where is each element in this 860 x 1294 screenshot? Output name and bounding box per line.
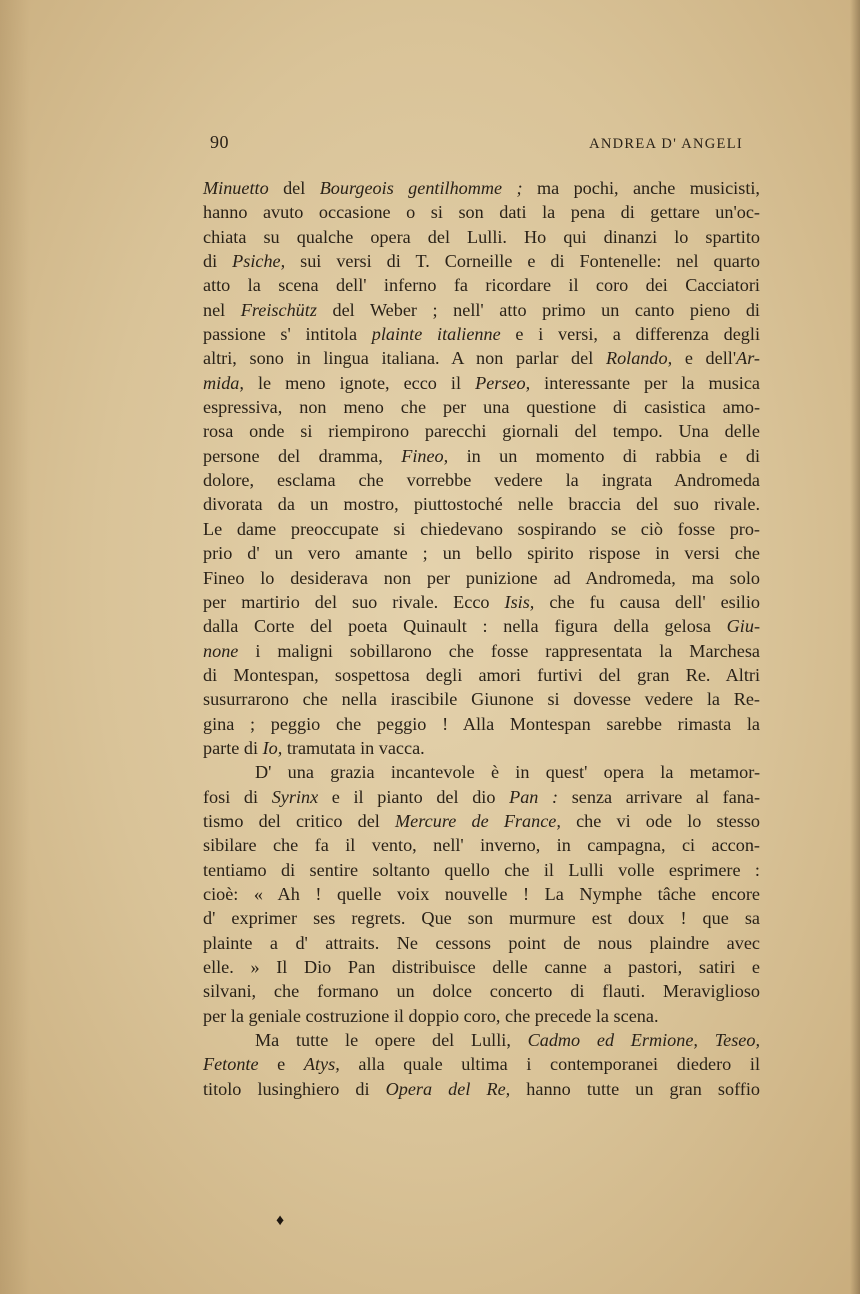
text-line — [203, 785, 760, 809]
text-segment: altri, sono in lingua italiana. A non parlar del — [203, 348, 606, 369]
text-line — [203, 712, 760, 736]
page-number: 90 — [210, 132, 229, 152]
text-segment: cioè: « Ah ! quelle voix nouvelle ! La Nymphe tâche encore — [203, 883, 760, 904]
text-segment: e — [258, 1054, 304, 1075]
text-segment: dalla Corte del poeta Quinault : nella figura della gelosa — [203, 616, 727, 637]
italic-title: Isis, — [504, 591, 535, 612]
text-segment: prio d' un vero amante ; un bello spirito rispose in versi che — [203, 543, 760, 564]
italic-title: Perseo, — [475, 372, 531, 393]
text-segment: elle. » Il Dio Pan distribuisce delle canne a pastori, satiri e — [203, 957, 760, 977]
text-segment: d' exprimer ses regrets. Que son murmure est doux ! que sa — [203, 908, 760, 929]
text-segment: persone del dramma, — [203, 445, 402, 466]
text-line — [203, 371, 760, 395]
text-segment: espressiva, non meno che per una questione di casistica amo- — [203, 397, 760, 418]
printer-mark: ♦ — [276, 1212, 285, 1229]
text-segment: hanno tutte un gran soffio — [510, 1078, 760, 1099]
italic-title: Minuetto — [203, 178, 269, 198]
text-line — [203, 492, 760, 516]
text-line — [203, 833, 760, 857]
text-segment: divorata da un mostro, piuttostoché nelle braccia del suo rivale. — [203, 494, 760, 515]
text-segment: e dell' — [672, 348, 737, 369]
page-left-shading — [0, 0, 30, 1294]
italic-title: Io, — [262, 737, 283, 758]
text-line — [203, 1004, 760, 1028]
text-line — [203, 298, 760, 322]
text-segment: i maligni sobillarono che fosse rappresentata la Marchesa — [238, 640, 760, 661]
italic-title: none — [203, 640, 239, 661]
italic-title: Pan : — [509, 786, 559, 807]
italic-title: Atys, — [303, 1054, 340, 1075]
text-segment: Ma tutte le opere del Lulli, — [255, 1030, 528, 1051]
text-segment: parte di — [203, 737, 263, 758]
text-line — [203, 517, 760, 541]
italic-title: Fineo, — [401, 445, 449, 466]
text-line — [203, 590, 760, 614]
text-line — [203, 614, 760, 638]
text-segment: passione s' intitola — [203, 324, 372, 345]
text-line — [203, 273, 760, 297]
italic-title: Fetonte — [203, 1054, 259, 1075]
text-segment: ma pochi, anche musicisti, — [522, 178, 760, 198]
text-segment: di Montespan, sospettosa degli amori furtivi del gran Re. Altri — [203, 664, 760, 685]
text-segment: atto la scena dell' inferno fa ricordare il coro dei Cacciatori — [203, 275, 760, 296]
text-segment: nel — [203, 299, 241, 320]
text-segment: che fu causa dell' esilio — [534, 591, 760, 612]
text-segment: in un momento di rabbia e di — [448, 445, 761, 466]
italic-title: Bourgeois gentilhomme ; — [319, 178, 523, 198]
italic-title: Mercure de France, — [395, 810, 561, 831]
italic-title: Giu- — [726, 616, 760, 637]
text-segment: del — [268, 178, 320, 198]
text-line — [203, 955, 760, 979]
text-segment: di — [203, 251, 233, 272]
italic-title: mida, — [203, 372, 244, 393]
text-segment: fosi di — [203, 786, 272, 807]
text-segment: tismo del critico del — [203, 810, 396, 831]
text-line — [203, 444, 760, 468]
italic-title: plainte italienne — [371, 324, 501, 345]
text-line — [203, 809, 760, 833]
page-right-edge — [850, 0, 860, 1294]
text-line — [203, 882, 760, 906]
text-segment: chiata su qualche opera del Lulli. Ho qui dinanzi lo spartito — [203, 226, 760, 247]
text-segment: senza arrivare al fana- — [558, 786, 761, 807]
italic-title: Opera del Re, — [385, 1078, 511, 1099]
text-line — [203, 1052, 760, 1076]
text-line — [203, 931, 760, 955]
italic-title: Cadmo ed Ermione, Teseo, — [527, 1030, 761, 1051]
text-segment: Le dame preoccupate si chiedevano sospirando se ciò fosse pro- — [203, 518, 760, 539]
page-header — [210, 132, 743, 162]
text-segment: plainte a d' attraits. Ne cessons point de nous plaindre avec — [203, 932, 760, 953]
text-segment: sibilare che fa il vento, nell' inverno, in campagna, ci accon- — [203, 835, 760, 856]
text-segment: titolo lusinghiero di — [203, 1078, 386, 1099]
text-segment: che vi ode lo stesso — [560, 810, 761, 831]
text-line — [203, 541, 760, 565]
text-line — [203, 858, 760, 882]
text-segment: D' una grazia incantevole è in quest' opera la metamor- — [255, 762, 760, 783]
text-segment: per martirio del suo rivale. Ecco — [203, 591, 505, 612]
text-line — [203, 1028, 760, 1052]
text-segment: sui versi di T. Corneille e di Fontenelle: nel quarto — [285, 251, 760, 272]
text-line — [203, 395, 760, 419]
text-line — [203, 200, 760, 224]
text-segment: tentiamo di sentire soltanto quello che il Lulli volle esprimere : — [203, 859, 760, 880]
text-line — [203, 249, 760, 273]
italic-title: Syrinx — [271, 786, 319, 807]
text-segment: le meno ignote, ecco il — [243, 372, 476, 393]
text-line — [203, 687, 760, 711]
text-line — [203, 468, 760, 492]
text-segment: del Weber ; nell' atto primo un canto pieno di — [316, 299, 760, 320]
text-line — [203, 639, 760, 663]
text-segment: dolore, esclama che vorrebbe vedere la ingrata Andromeda — [203, 470, 760, 491]
text-line — [203, 760, 760, 784]
italic-title: Rolando, — [605, 348, 673, 369]
text-line — [203, 736, 760, 760]
text-segment: e i versi, a differenza degli — [500, 324, 760, 345]
text-line — [203, 566, 760, 590]
text-line — [203, 663, 760, 687]
text-line — [203, 176, 760, 200]
text-segment: Fineo lo desiderava non per punizione ad Andromeda, ma solo — [203, 567, 760, 588]
text-segment: e il pianto del dio — [318, 786, 510, 807]
text-line — [203, 322, 760, 346]
text-segment: silvani, che formano un dolce concerto di flauti. Meraviglioso — [203, 981, 760, 1002]
italic-title: Freischütz — [240, 299, 317, 320]
text-line — [203, 979, 760, 1003]
text-segment: interessante per la musica — [530, 372, 760, 393]
text-segment: per la geniale costruzione il doppio coro, che precede la scena. — [203, 1005, 659, 1026]
italic-title: Psiche, — [232, 251, 286, 272]
italic-title: Ar- — [736, 348, 760, 369]
text-line — [203, 225, 760, 249]
running-head: ANDREA D' ANGELI — [589, 136, 743, 152]
text-line — [203, 419, 760, 443]
text-line — [203, 346, 760, 370]
text-segment: tramutata in vacca. — [282, 737, 425, 758]
text-line — [203, 906, 760, 930]
text-line — [203, 1077, 760, 1101]
body-text — [203, 176, 760, 1101]
text-segment: alla quale ultima i contemporanei diedero il — [339, 1054, 761, 1075]
text-segment: gina ; peggio che peggio ! Alla Montespan sarebbe rimasta la — [203, 713, 760, 734]
text-segment: hanno avuto occasione o si son dati la pena di gettare un'oc- — [203, 202, 760, 223]
text-segment: susurrarono che nella irascibile Giunone si dovesse vedere la Re- — [203, 689, 760, 710]
text-segment: rosa onde si riempirono parecchi giornali del tempo. Una delle — [203, 421, 760, 442]
